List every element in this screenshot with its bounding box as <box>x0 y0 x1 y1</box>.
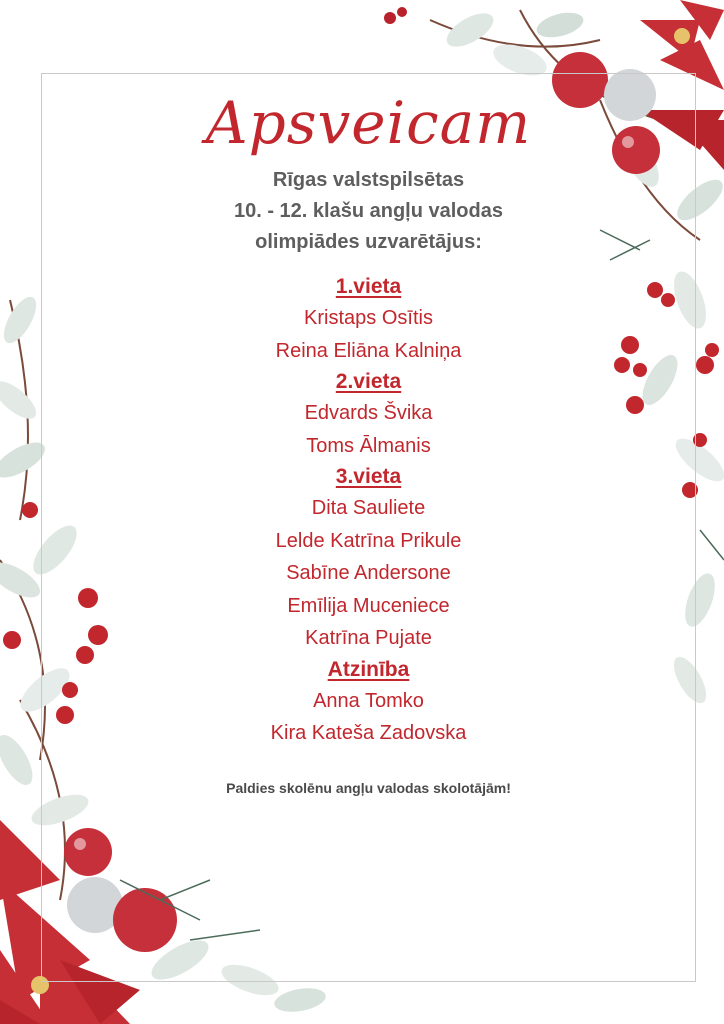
winner-sections <box>41 272 696 750</box>
winner-name: Emīlija Muceniece <box>287 594 450 617</box>
subtitle <box>41 165 696 258</box>
section-heading: Atzinība <box>327 657 410 681</box>
poster-title: Apsveicam <box>205 89 532 157</box>
winner-name: Katrīna Pujate <box>305 627 432 649</box>
subtitle-line: olimpiādes uzvarētājus: <box>255 231 482 253</box>
subtitle-line: 10. - 12. klašu angļu valodas <box>233 200 503 222</box>
winner-name: Lelde Katrīna Prikule <box>275 529 462 552</box>
winner-name: Toms Ālmanis <box>306 434 431 457</box>
section-third-place <box>41 462 696 655</box>
winner-name: Edvards Švika <box>304 402 433 424</box>
thanks-note: Paldies skolēnu angļu valodas skolotājām! <box>226 779 511 796</box>
section-heading: 2.vieta <box>335 370 402 393</box>
section-second-place <box>41 367 696 462</box>
section-heading: 3.vieta <box>335 465 402 488</box>
section-first-place <box>41 272 696 367</box>
winner-name: Dita Sauliete <box>311 497 426 519</box>
subtitle-line: Rīgas valstspilsētas <box>272 169 465 191</box>
winner-name: Kristaps Osītis <box>304 307 433 329</box>
section-recognition <box>41 655 696 750</box>
winner-name: Reina Eliāna Kalniņa <box>275 339 462 362</box>
section-heading: 1.vieta <box>335 275 402 298</box>
winner-name: Sabīne Andersone <box>286 562 451 584</box>
winner-name: Kira Kateša Zadovska <box>270 722 467 744</box>
poster-content <box>41 73 696 796</box>
winner-name: Anna Tomko <box>313 689 424 712</box>
